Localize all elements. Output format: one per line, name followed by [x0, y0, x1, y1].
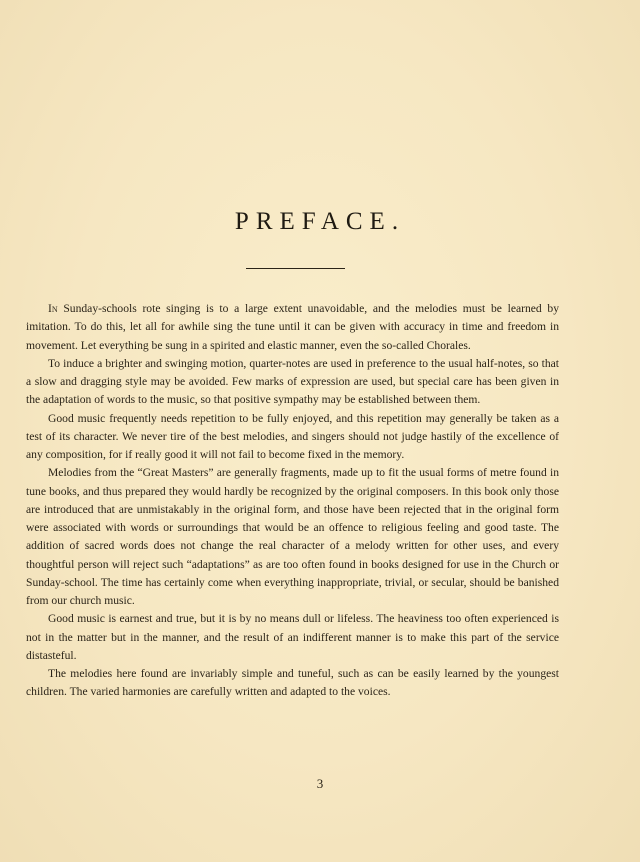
- paragraph: [26, 300, 559, 355]
- paragraph: [26, 610, 559, 665]
- paragraph: [26, 665, 559, 702]
- preface-body: [26, 300, 559, 702]
- paragraph: [26, 464, 559, 610]
- page-number: 3: [316, 776, 324, 791]
- paragraph: [26, 410, 559, 465]
- page-title: PREFACE.: [234, 208, 406, 235]
- paragraph-lead: In: [48, 302, 58, 315]
- paragraph-text: The melodies here found are invariably simple and tuneful, such as can be easily learned by the youngest children. The varied harmonies are carefully written and adapted to the voices.: [26, 667, 559, 699]
- paragraph-text: Sunday-schools rote singing is to a large extent unavoidable, and the melodies must be learned by imitation. To do this, let all for awhile sing the tune until it can be given with accuracy in time and freedom in movement. Let everything be sung in a spirited and elastic manner, even the so-called Chorales.: [26, 302, 559, 352]
- title-divider: [246, 268, 345, 269]
- paragraph-text: Melodies from the “Great Masters” are generally fragments, made up to fit the usual forms of metre found in tune books, and thus prepared they would hardly be recognized by the original composers. In this book only those are introduced that are unmistakably in the original form, and those have been rejected that in the original form were associated with words or surroundings that would be an offence to religious feeling and good taste. The addition of sacred words does not change the real character of a melody written for other uses, and every thoughtful person will reject such “adaptations” as are too often found in books designed for use in the Church or Sunday-school. The time has certainly come when everything inappropriate, trivial, or secular, should be banished from our church music.: [26, 466, 559, 607]
- paragraph: [26, 355, 559, 410]
- paragraph-text: To induce a brighter and swinging motion, quarter-notes are used in preference to the usual half-notes, so that a slow and dragging style may be avoided. Few marks of expression are used, but special care has been given in the adaptation of words to the music, so that positive sympathy may be established between them.: [26, 356, 559, 407]
- paragraph-text: Good music is earnest and true, but it is by no means dull or lifeless. The heaviness too often experienced is not in the matter but in the manner, and the result of an indifferent manner is to make this part of the service distasteful.: [26, 612, 559, 662]
- paragraph-text: Good music frequently needs repetition to be fully enjoyed, and this repetition may generally be taken as a test of its character. We never tire of the best melodies, and singers should not judge hastily of the excellence of any composition, for if really good it will not fail to become fixed in the memory.: [26, 411, 559, 461]
